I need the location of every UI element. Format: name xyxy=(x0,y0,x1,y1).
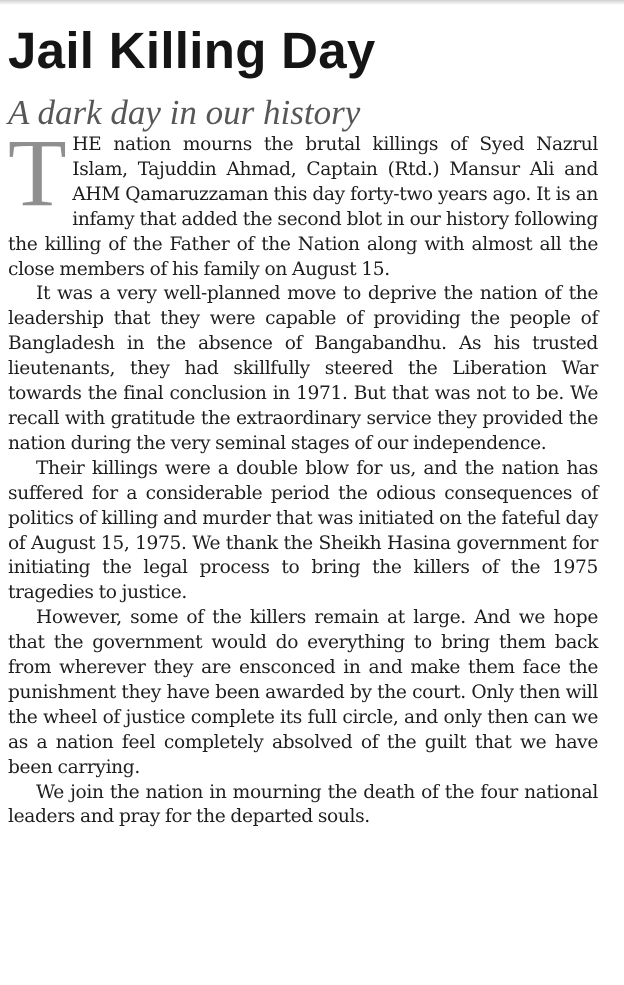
article-body xyxy=(8,119,598,830)
headline: Jail Killing Day xyxy=(8,22,376,79)
paragraph-5: We join the nation in mourning the death of the four national leaders and pray for the departed souls. xyxy=(8,781,598,828)
subheadline: A dark day in our history xyxy=(8,93,361,132)
paragraph-1 xyxy=(8,119,598,282)
paragraph-2: It was a very well-planned move to deprive the nation of the leadership that they were capable of providing the people of Bangladesh in the absence of Bangabandhu. As his trusted lieutenants, they had skillfully steered the Liberation War towards the final conclusion in 1971. But that was not to be. We recall with gratitude the extraordinary service they provided the nation during the very seminal stages of our independence. xyxy=(8,283,598,454)
top-rule xyxy=(0,0,624,5)
paragraph-3: Their killings were a double blow for us, and the nation has suffered for a considerable period the odious consequences of politics of killing and murder that was initiated on the fateful day of August 15, 1975. We thank the Sheikh Hasina government for initiating the legal process to bring the killers of the 1975 tragedies to justice. xyxy=(8,457,598,604)
paragraph-1-text: HE nation mourns the brutal killings of Syed Nazrul Islam, Tajuddin Ahmad, Captain (Rtd.) Mansur Ali and AHM Qamaruzzaman this day forty-two years ago. It is an infamy that added the second blot in our history following the killing of the Father of the Nation along with almost all the close members of his family on August 15. xyxy=(8,134,598,280)
drop-cap: T xyxy=(8,119,67,226)
paragraph-4: However, some of the killers remain at large. And we hope that the government would do everything to bring them back from wherever they are ensconced in and make them face the punishment they have been awarded by the court. Only then will the wheel of justice complete its full circle, and only then can we as a nation feel completely absolved of the guilt that we have been carrying. xyxy=(8,607,598,778)
